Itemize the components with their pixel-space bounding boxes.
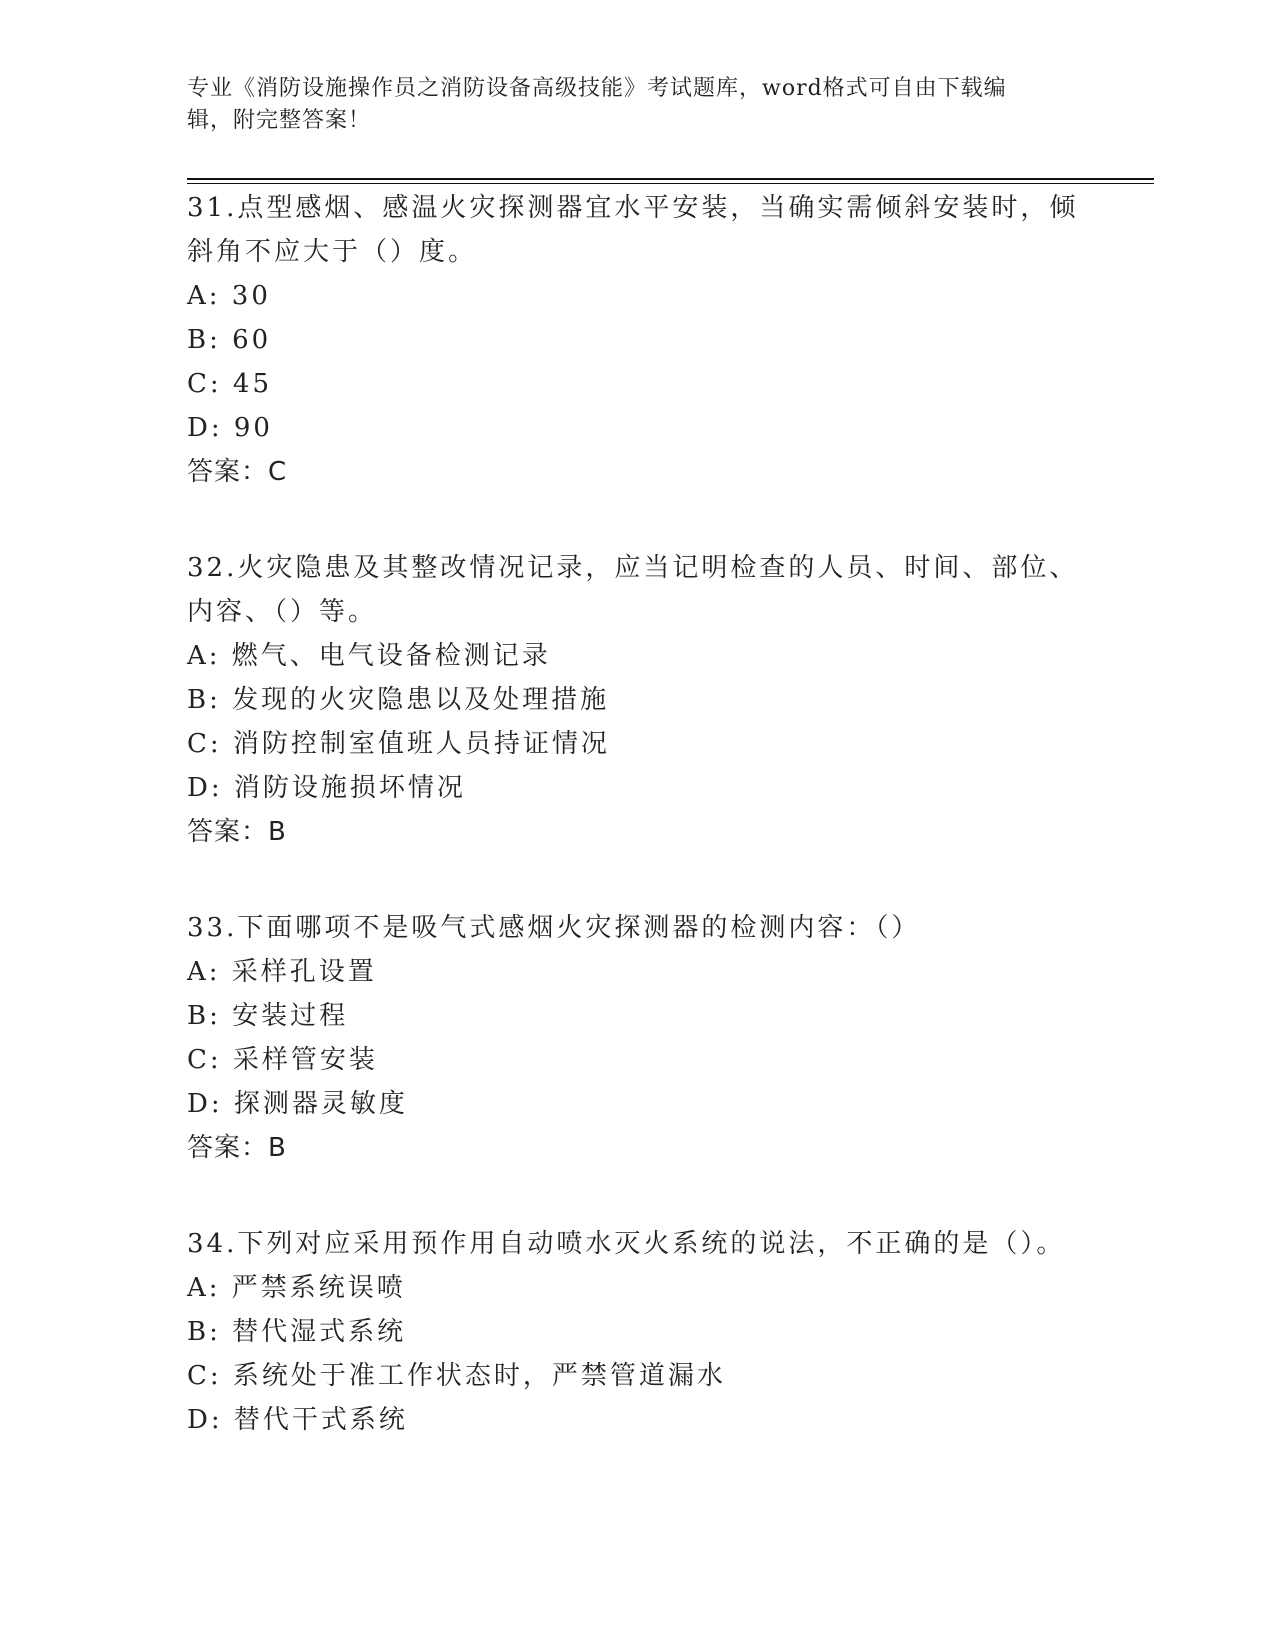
question-32-option-b: B: 发现的火灾隐患以及处理措施 (187, 685, 610, 715)
question-32-stem-line-1: 32.火灾隐患及其整改情况记录，应当记明检查的人员、时间、部位、 (187, 553, 1079, 583)
question-31-option-d: D: 90 (187, 413, 273, 443)
header-divider-thick (187, 178, 1154, 180)
question-32-option-c: C: 消防控制室值班人员持证情况 (187, 729, 610, 759)
question-33-option-c: C: 采样管安装 (187, 1045, 378, 1075)
header-line-2: 辑，附完整答案！ (187, 108, 372, 133)
question-31-stem-line-1: 31.点型感烟、感温火灾探测器宜水平安装，当确实需倾斜安装时，倾 (187, 193, 1079, 223)
question-31-option-c: C: 45 (187, 369, 273, 399)
document-header (187, 73, 1067, 137)
question-32-stem-line-2: 内容、（）等。 (187, 597, 378, 627)
question-31-option-b: B: 60 (187, 325, 272, 355)
question-33-answer: 答案：B (187, 1133, 287, 1163)
question-31-stem-line-2: 斜角不应大于（）度。 (187, 237, 478, 267)
question-33-stem-line-1: 33.下面哪项不是吸气式感烟火灾探测器的检测内容：（） (187, 913, 921, 943)
question-34-option-b: B: 替代湿式系统 (187, 1317, 407, 1347)
question-32-answer: 答案：B (187, 817, 287, 847)
question-34-stem-line-1: 34.下列对应采用预作用自动喷水灭火系统的说法，不正确的是（）。 (187, 1229, 1066, 1259)
question-33-option-a: A: 采样孔设置 (187, 957, 377, 987)
header-divider-thin (187, 183, 1154, 184)
question-34-option-a: A: 严禁系统误喷 (187, 1273, 406, 1303)
question-34-option-c: C: 系统处于准工作状态时，严禁管道漏水 (187, 1361, 726, 1391)
question-32-option-d: D: 消防设施损坏情况 (187, 773, 466, 803)
question-32-option-a: A: 燃气、电气设备检测记录 (187, 641, 551, 671)
question-33-option-d: D: 探测器灵敏度 (187, 1089, 408, 1119)
question-31-option-a: A: 30 (187, 281, 271, 311)
question-34-option-d: D: 替代干式系统 (187, 1405, 408, 1435)
question-31-answer: 答案：C (187, 457, 288, 487)
header-line-1: 专业《消防设施操作员之消防设备高级技能》考试题库，word格式可自由下载编 (187, 76, 1007, 101)
question-33-option-b: B: 安装过程 (187, 1001, 349, 1031)
